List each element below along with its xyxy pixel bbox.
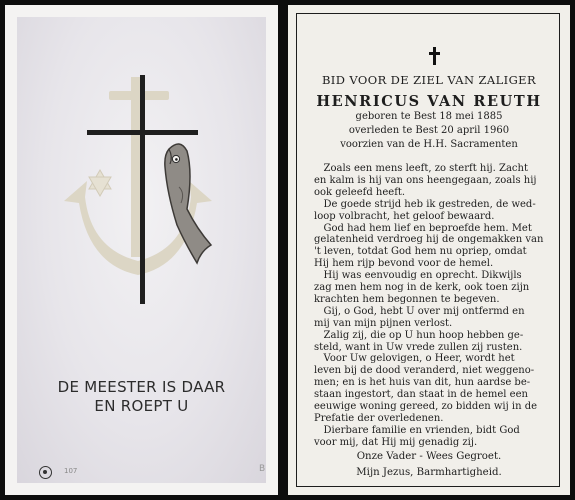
memorial-text-line: Prefatie der overledenen. — [314, 412, 444, 424]
death-line: overleden te Best 20 april 1960 — [348, 125, 510, 136]
prayer-heading: BID VOOR DE ZIEL VAN ZALIGER — [321, 73, 537, 87]
star-of-david-icon — [89, 170, 111, 196]
memorial-text-line: loop volbracht, het geloof bewaard. — [314, 210, 495, 222]
memorial-card-back — [288, 5, 570, 495]
memorial-text-line: men; en is het huis van dit, hun aardse be- — [314, 377, 531, 389]
memorial-text-line: Hij hem rijp bevond voor de hemel. — [314, 258, 494, 270]
memorial-text-line: Zalig zij, die op U hun hoop hebben ge- — [314, 329, 524, 341]
memorial-text-line: De goede strijd heb ik gestreden, de wed- — [314, 198, 536, 210]
print-code: 107 — [64, 467, 78, 475]
caption-line-2: EN ROEPT U — [94, 397, 189, 415]
memorial-text-line: krachten hem begonnen te begeven. — [314, 293, 500, 305]
memorial-text-line: ook geleefd heeft. — [314, 186, 406, 198]
memorial-text-line: mij van mijn pijnen verlost. — [314, 317, 453, 329]
memorial-card-front — [5, 5, 278, 495]
memorial-text-line: leven bij de dood veranderd, niet weggeno- — [314, 365, 535, 377]
memorial-text-line: gelatenheid verdroeg hij de ongemakken van — [314, 234, 544, 246]
printer-logo-icon — [39, 466, 52, 479]
memorial-text-line: Voor Uw gelovigen, o Heer, wordt het — [314, 353, 515, 365]
caption-line-1: DE MEESTER IS DAAR — [57, 378, 226, 396]
memorial-text-line: Gij, o God, hebt U over mij ontfermd en — [314, 305, 525, 317]
memorial-text-line: Dierbare familie en vrienden, bidt God — [314, 424, 520, 436]
print-letter: B — [259, 464, 266, 474]
memorial-text-line: God had hem lief en beproefde hem. Met — [314, 222, 532, 234]
memorial-text-line: en kalm is hij van ons heengegaan, zoals hij — [314, 174, 537, 186]
deceased-name: HENRICUS VAN REUTH — [316, 93, 542, 110]
prayer-line-2: Mijn Jezus, Barmhartigheid. — [356, 467, 502, 478]
memorial-text-line: 't leven, totdat God hem nu opriep, omdat — [314, 246, 527, 258]
memorial-text-line: Zoals een mens leeft, zo sterft hij. Zacht — [314, 163, 528, 174]
prayer-line-1: Onze Vader - Wees Gegroet. — [356, 451, 502, 462]
cross-icon — [429, 47, 441, 65]
sacraments-line: voorzien van de H.H. Sacramenten — [340, 139, 518, 150]
front-panel — [17, 17, 266, 483]
memorial-text-line: zag men hem nog in de kerk, ook toen zijn — [314, 282, 530, 293]
memorial-text-line: steld, want in Uw vrede zullen zij rusten. — [314, 341, 523, 353]
memorial-text-line: eeuwige woning gereed, zo bidden wij in de — [314, 401, 538, 412]
birth-line: geboren te Best 18 mei 1885 — [355, 111, 503, 122]
memorial-text-line: Hij was eenvoudig en oprecht. Dikwijls — [314, 270, 522, 282]
memorial-text-line: voor mij, dat Hij mij genadig zij. — [314, 436, 478, 448]
memorial-text-line: staan ingestort, dan staat in de hemel een — [314, 389, 528, 401]
religious-emblem — [17, 17, 266, 317]
